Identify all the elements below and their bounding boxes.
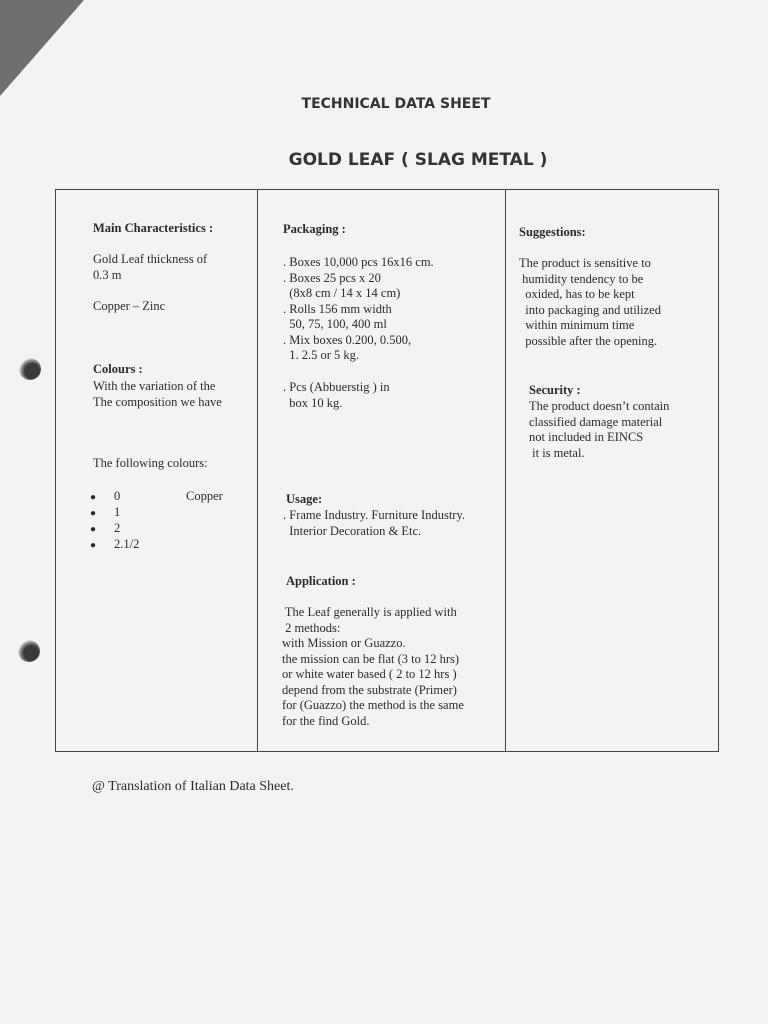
punch-hole [19, 358, 41, 380]
packaging-items: . Boxes 10,000 pcs 16x16 cm. . Boxes 25 pcs x 20 (8x8 cm / 14 x 14 cm) . Rolls 156 mm width 50, 75, 100, 400 ml . Mix boxes 0.200, 0.500, 1. 2.5 or 5 kg. [283, 255, 434, 362]
colour-list-item: ● 2 [90, 521, 121, 535]
document-subtitle: GOLD LEAF ( SLAG METAL ) [288, 150, 548, 170]
document-title: TECHNICAL DATA SHEET [301, 96, 491, 112]
security-heading: Security : [529, 383, 581, 397]
thickness-text: Gold Leaf thickness of 0.3 m [93, 252, 208, 282]
folded-corner [0, 0, 84, 96]
suggestions-text: The product is sensitive to humidity tendency to be oxided, has to be kept into packaging and utilized within minimum time possible after the opening. [519, 256, 661, 348]
security-text: The product doesn’t contain classified damage material not included in EINCS it is metal. [529, 399, 670, 460]
data-table [55, 189, 719, 752]
application-text: The Leaf generally is applied with 2 methods: with Mission or Guazzo. the mission can be flat (3 to 12 hrs) or white water based ( 2 to 12 hrs ) depend from the substrate (Primer) for (Guazzo) the method is the same for the find Gold. [282, 605, 464, 728]
usage-heading: Usage: [286, 492, 323, 506]
composition-text: Copper – Zinc [93, 299, 166, 313]
usage-text: . Frame Industry. Furniture Industry. Interior Decoration & Etc. [283, 508, 466, 538]
colours-heading: Colours : [93, 362, 143, 376]
colour-list-item: ● 2.1/2 [90, 537, 140, 551]
suggestions-heading: Suggestions: [519, 225, 586, 239]
packaging-heading: Packaging : [283, 222, 346, 236]
column-divider [257, 190, 258, 751]
main-characteristics-heading: Main Characteristics : [93, 221, 214, 235]
punch-hole [18, 640, 40, 662]
colour-note: Copper [186, 489, 223, 503]
column-divider [505, 190, 506, 751]
following-colours-text: The following colours: [93, 456, 208, 470]
colour-list-item: ● 0 [90, 489, 121, 503]
colours-text: With the variation of the The composition we have [93, 379, 222, 409]
colour-list-item: ● 1 [90, 505, 121, 519]
packaging-pcs: . Pcs (Abbuerstig ) in box 10 kg. [283, 380, 390, 410]
application-heading: Application : [286, 574, 356, 588]
footer-note: @ Translation of Italian Data Sheet. [92, 779, 294, 794]
